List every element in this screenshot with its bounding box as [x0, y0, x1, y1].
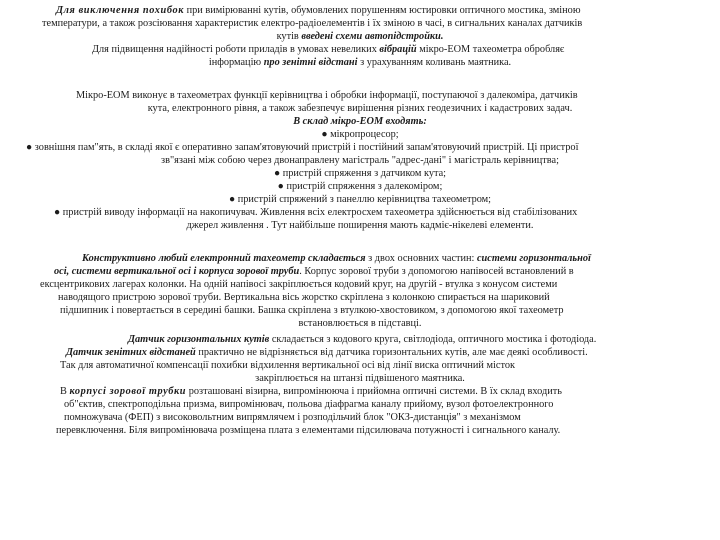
emphasis-term: Датчик зенітних відстаней: [66, 347, 196, 358]
emphasis-term: системи горизонтальної: [476, 253, 591, 264]
list-item: ● пристрій виводу інформації на накопичувач. Живлення всіх електросхем тахеометра здійснюється від стабілізованих: [54, 207, 578, 218]
text-line: закріплюється на штанзі підвішеного маятника.: [255, 373, 465, 384]
text-line: Для виключення похибок при вимірюванні кутів, обумовлених порушенням юстировки оптичного мостика, зміною: [56, 5, 581, 16]
text-line: Так для автоматичної компенсації похибки відхилення вертикальної осі від лінії виска оптичний місток: [60, 360, 515, 371]
text-line: зв"язані між собою через двонаправлену магістраль "адрес-дані" і магістраль керівництва;: [161, 155, 559, 166]
text-line: об"єктив, спектроподільна призма, випромінювач, польова діафрагма каналу прийому, вузол фотоелектронного: [64, 399, 554, 410]
list-item: ● пристрій спряжений з панеллю керівництва тахеометром;: [228, 194, 492, 205]
emphasis-term: осі, системи вертикальної осі і корпуса зорової труби: [54, 266, 300, 277]
text-line: кута, електронного рівня, а також забезпечує вирішення різних геодезичних і кадастрових задач.: [147, 103, 573, 114]
text-line: ексцентрикових лагерах колонки. На одній напівосі закріплюється кодовий круг, на другій - втулка з конусом системи: [40, 279, 558, 290]
text-line: Конструктивно любий електронний тахеометр складається з двох основних частин: системи горизонтальної: [82, 253, 591, 264]
list-item: ● зовнішня пам"ять, в складі якої є оперативно запам'ятовуючий пристрій і постійний запам'ятовуючий пристрій. Ці пристрої: [26, 142, 579, 153]
emphasis-term: корпусі зорової трубки: [69, 386, 187, 397]
list-item: ● мікропроцесор;: [321, 129, 399, 140]
text-line: Для підвищення надійності роботи приладів в умовах невеликих вібрацій мікро-ЕОМ тахеометра обробляє: [92, 44, 565, 55]
text-line: перевключення. Біля випромінювача розміщена плата з елементами підсилювача потужності і сигнального каналу.: [56, 425, 561, 436]
text-line: Мікро-ЕОМ виконує в тахеометрах функції керівництва і обробки інформації, поступаючої з далекоміра, датчиків: [76, 90, 578, 101]
emphasis-term: введені схеми автопідстройки.: [301, 31, 444, 42]
emphasis-term: про зенітні відстані: [263, 57, 358, 68]
text-line: температури, а також розсіювання характеристик електро-радіоелементів і їх зміною в часі, в сигнальних каналах датчиків: [42, 18, 583, 29]
text-line: встановлюється в підставці.: [298, 318, 422, 329]
section-heading: В склад мікро-ЕОМ входять:: [293, 116, 427, 127]
text-line: Датчик зенітних відстаней практично не відрізняється від датчика горизонтальних кутів, але має деякі особливості.: [66, 347, 588, 358]
text-line: помножувача (ФЕП) з високовольтним випрямлячем і розподільчий блок "ОКЗ-дистанція" з механізмом: [64, 412, 521, 423]
emphasis-term: Конструктивно любий електронний тахеометр складається: [82, 253, 366, 264]
list-item: ● пристрій спряження з далекоміром;: [277, 181, 443, 192]
emphasis-term: вібрацій: [379, 44, 417, 55]
text-line: інформацію про зенітні відстані з урахуванням коливань маятника.: [208, 57, 512, 68]
text-line: джерел живлення . Тут найбільше поширення мають кадміє-нікелеві елементи.: [186, 220, 534, 231]
text-line: В корпусі зорової трубки розташовані візирна, випромінююча і прийомна оптичні системи. В їх склад входить: [60, 386, 562, 397]
list-item: ● пристрій спряження з датчиком кута;: [273, 168, 447, 179]
text-line: кутів введені схеми автопідстройки.: [276, 31, 444, 42]
text-line: підшипник і повертається в середині башки. Башка скріплена з втулкою-хвостовиком, з допомогою якої тахеометр: [60, 305, 564, 316]
text-line: осі, системи вертикальної осі і корпуса зорової труби. Корпус зорової труби з допомогою напівосей встановлений в: [54, 266, 574, 277]
emphasis-term: Датчик горизонтальних кутів: [128, 334, 270, 345]
text-line: Датчик горизонтальних кутів складається з кодового круга, світлодіода, оптичного мостика і фотодіода.: [128, 334, 597, 345]
text-line: наводящого пристрою зорової труби. Вертикальна вісь жорстко скріплена з колонкою спирається на шариковий: [58, 292, 550, 303]
emphasis-term: виключення похибок: [78, 5, 185, 16]
